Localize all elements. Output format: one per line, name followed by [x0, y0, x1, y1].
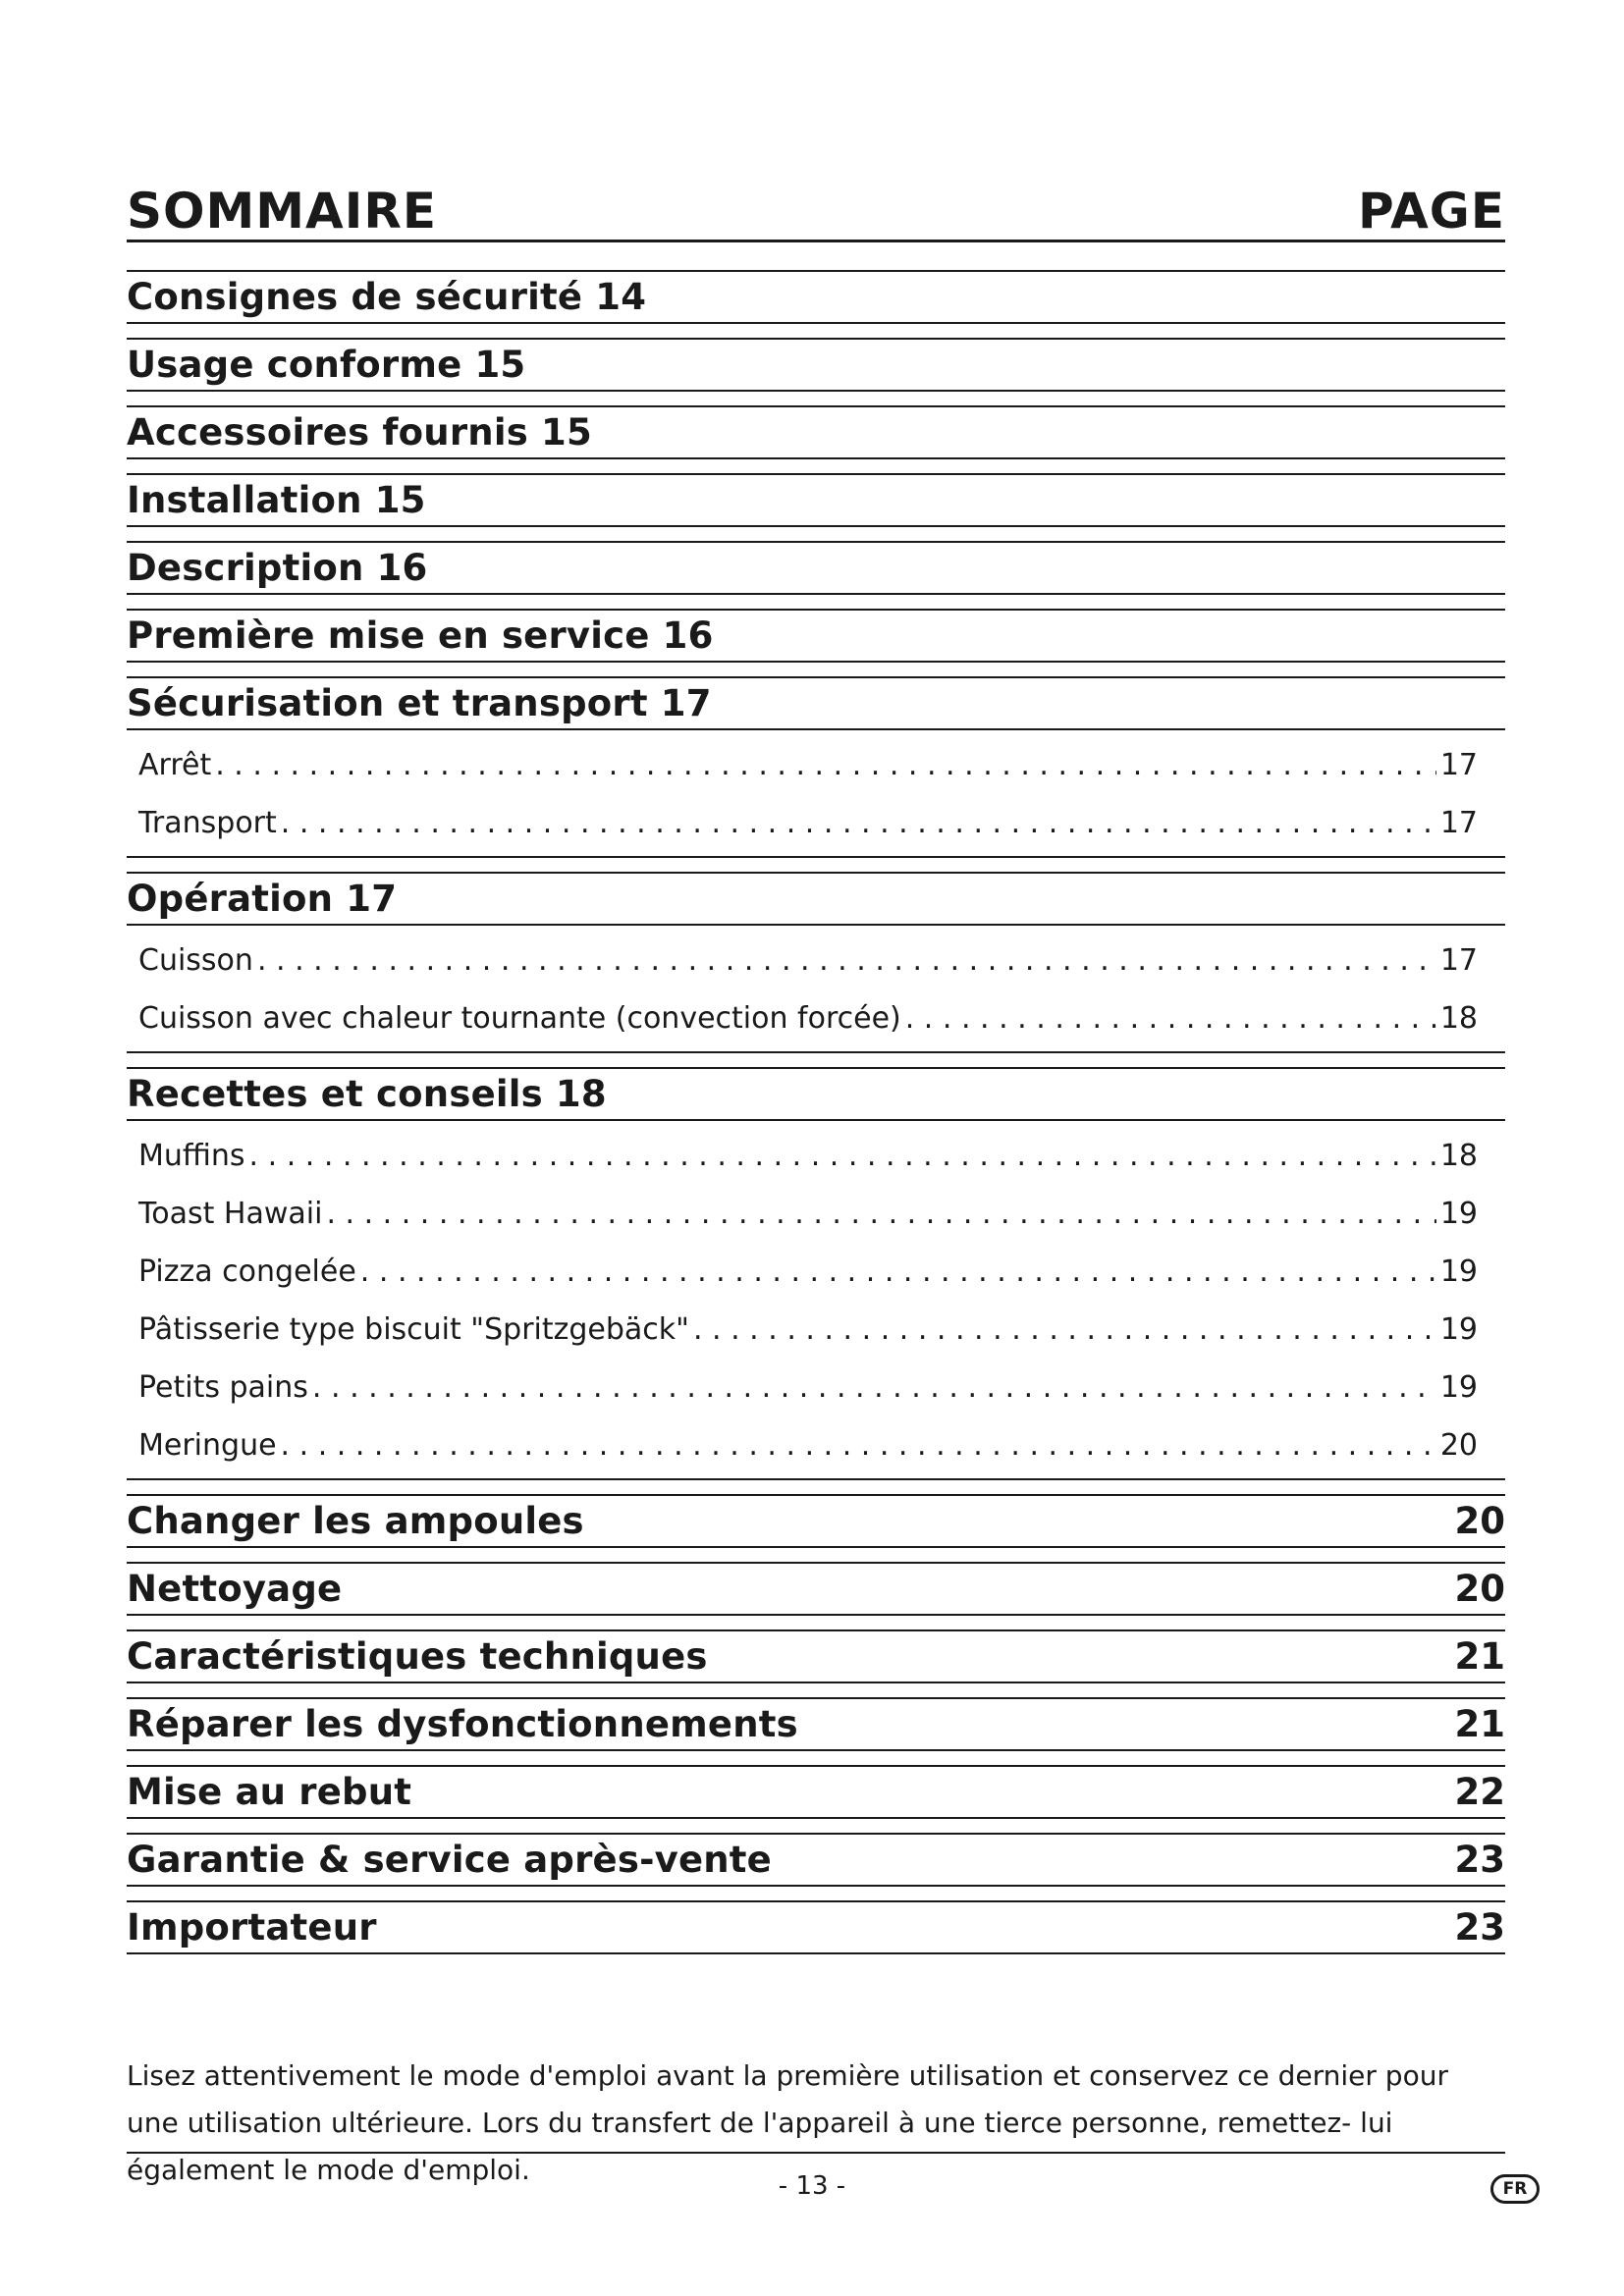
toc-section [127, 1833, 1505, 1887]
toc-subsection-row[interactable] [127, 932, 1505, 989]
dot-leader [693, 1301, 1436, 1359]
dot-leader [281, 794, 1436, 852]
toc-section-row[interactable] [127, 1496, 1505, 1548]
toc-subsection-row[interactable] [127, 1359, 1505, 1416]
dot-leader [281, 1416, 1436, 1474]
toc-subsection-page: 18 [1439, 1001, 1478, 1036]
toc-section [127, 1629, 1505, 1683]
toc-section-row[interactable] [127, 678, 1505, 730]
toc-section [127, 609, 1505, 663]
toc-subsection-page: 19 [1439, 1370, 1478, 1405]
toc-subsection-page: 19 [1439, 1255, 1478, 1289]
table-of-contents-page [127, 177, 1505, 1954]
toc-section [127, 270, 1505, 324]
toc-subsection-list [127, 730, 1505, 858]
toc-section-row[interactable] [127, 1699, 1505, 1751]
toc-subsection-label: Cuisson avec chaleur tournante (convection forcée) [138, 1001, 901, 1036]
toc-subsection-label: Meringue [138, 1428, 277, 1463]
toc-section-title: Sécurisation et transport 17 [127, 682, 712, 724]
toc-section [127, 676, 1505, 858]
toc-section-title: Première mise en service 16 [127, 614, 714, 657]
toc-section-row[interactable] [127, 1564, 1505, 1616]
toc-section-page: 21 [1454, 1703, 1505, 1745]
toc-section-title: Importateur [127, 1906, 377, 1949]
toc-subsection-page: 17 [1439, 748, 1478, 782]
toc-subsection-label: Pizza congelée [138, 1255, 356, 1289]
toc-section-title: Consignes de sécurité 14 [127, 276, 647, 318]
toc-section-row[interactable] [127, 272, 1505, 324]
toc-subsection-label: Transport [138, 806, 277, 840]
toc-section-title: Mise au rebut [127, 1771, 412, 1813]
toc-subsection-page: 20 [1439, 1428, 1478, 1463]
toc-subsection-page: 18 [1439, 1139, 1478, 1173]
page-column-heading: PAGE [1358, 183, 1505, 240]
toc-section-title: Description 16 [127, 547, 428, 589]
toc-section-title: Garantie & service après-vente [127, 1839, 772, 1881]
page-number: - 13 - [778, 2171, 846, 2201]
toc-section-title: Accessoires fournis 15 [127, 411, 592, 454]
toc-section-row[interactable] [127, 611, 1505, 663]
toc-section [127, 1494, 1505, 1548]
toc-section [127, 1697, 1505, 1751]
toc-section-page: 23 [1454, 1906, 1505, 1949]
language-badge: FR [1490, 2174, 1540, 2204]
toc-subsection-row[interactable] [127, 1301, 1505, 1359]
toc-subsection-row[interactable] [127, 794, 1505, 852]
footer-divider [127, 2152, 1505, 2154]
dot-leader [360, 1243, 1436, 1301]
toc-section [127, 1765, 1505, 1819]
toc-section [127, 541, 1505, 595]
toc-subsection-row[interactable] [127, 736, 1505, 794]
toc-heading: SOMMAIRE [127, 183, 437, 240]
toc-subsection-page: 19 [1439, 1312, 1478, 1347]
toc-section-row[interactable] [127, 1902, 1505, 1954]
toc-section-row[interactable] [127, 1835, 1505, 1887]
toc-subsection-list [127, 1121, 1505, 1480]
toc-section-title: Usage conforme 15 [127, 344, 526, 386]
toc-header [127, 177, 1505, 242]
toc-section-title: Nettoyage [127, 1568, 343, 1610]
toc-subsection-label: Cuisson [138, 943, 253, 978]
toc-subsection-label: Petits pains [138, 1370, 308, 1405]
dot-leader [326, 1185, 1435, 1243]
toc-section-row[interactable] [127, 1069, 1505, 1121]
toc-section-title: Caractéristiques techniques [127, 1635, 708, 1678]
toc-section [127, 872, 1505, 1053]
toc-section-page: 20 [1454, 1500, 1505, 1542]
toc-section [127, 405, 1505, 459]
toc-subsection-page: 17 [1439, 806, 1478, 840]
toc-section-title: Installation 15 [127, 479, 426, 521]
toc-section-row[interactable] [127, 543, 1505, 595]
toc-section-page: 20 [1454, 1568, 1505, 1610]
dot-leader [249, 1127, 1436, 1185]
toc-section [127, 1562, 1505, 1616]
toc-section-title: Changer les ampoules [127, 1500, 584, 1542]
toc-subsection-row[interactable] [127, 1127, 1505, 1185]
toc-section-row[interactable] [127, 475, 1505, 527]
toc-section-page: 21 [1454, 1635, 1505, 1678]
toc-section-row[interactable] [127, 874, 1505, 926]
toc-section-title: Réparer les dysfonctionnements [127, 1703, 798, 1745]
dot-leader [257, 932, 1436, 989]
toc-section-row[interactable] [127, 340, 1505, 392]
toc-subsection-page: 17 [1439, 943, 1478, 978]
toc-section-title: Recettes et conseils 18 [127, 1073, 607, 1115]
dot-leader [905, 989, 1436, 1047]
toc-subsection-row[interactable] [127, 1185, 1505, 1243]
toc-subsection-row[interactable] [127, 1416, 1505, 1474]
toc-section [127, 1067, 1505, 1480]
dot-leader [312, 1359, 1436, 1416]
toc-subsection-label: Pâtisserie type biscuit "Spritzgebäck" [138, 1312, 689, 1347]
toc-section [127, 1900, 1505, 1954]
toc-subsection-label: Toast Hawaii [138, 1197, 323, 1231]
toc-section-page: 23 [1454, 1839, 1505, 1881]
toc-section-row[interactable] [127, 1631, 1505, 1683]
toc-list [127, 270, 1505, 1954]
toc-section [127, 473, 1505, 527]
toc-section [127, 338, 1505, 392]
toc-section-page: 22 [1454, 1771, 1505, 1813]
toc-section-title: Opération 17 [127, 878, 398, 920]
toc-subsection-row[interactable] [127, 989, 1505, 1047]
toc-subsection-label: Arrêt [138, 748, 212, 782]
toc-subsection-label: Muffins [138, 1139, 245, 1173]
toc-subsection-page: 19 [1439, 1197, 1478, 1231]
toc-subsection-list [127, 926, 1505, 1053]
toc-subsection-row[interactable] [127, 1243, 1505, 1301]
toc-section-row[interactable] [127, 1767, 1505, 1819]
toc-section-row[interactable] [127, 407, 1505, 459]
dot-leader [215, 736, 1436, 794]
footer-notice: Lisez attentivement le mode d'emploi avant la première utilisation et conservez ce dernier pour une utilisation ultérieure. Lors du transfert de l'appareil à une tierce personne, remettez- lui également le mode d'emploi. [127, 2059, 1448, 2186]
